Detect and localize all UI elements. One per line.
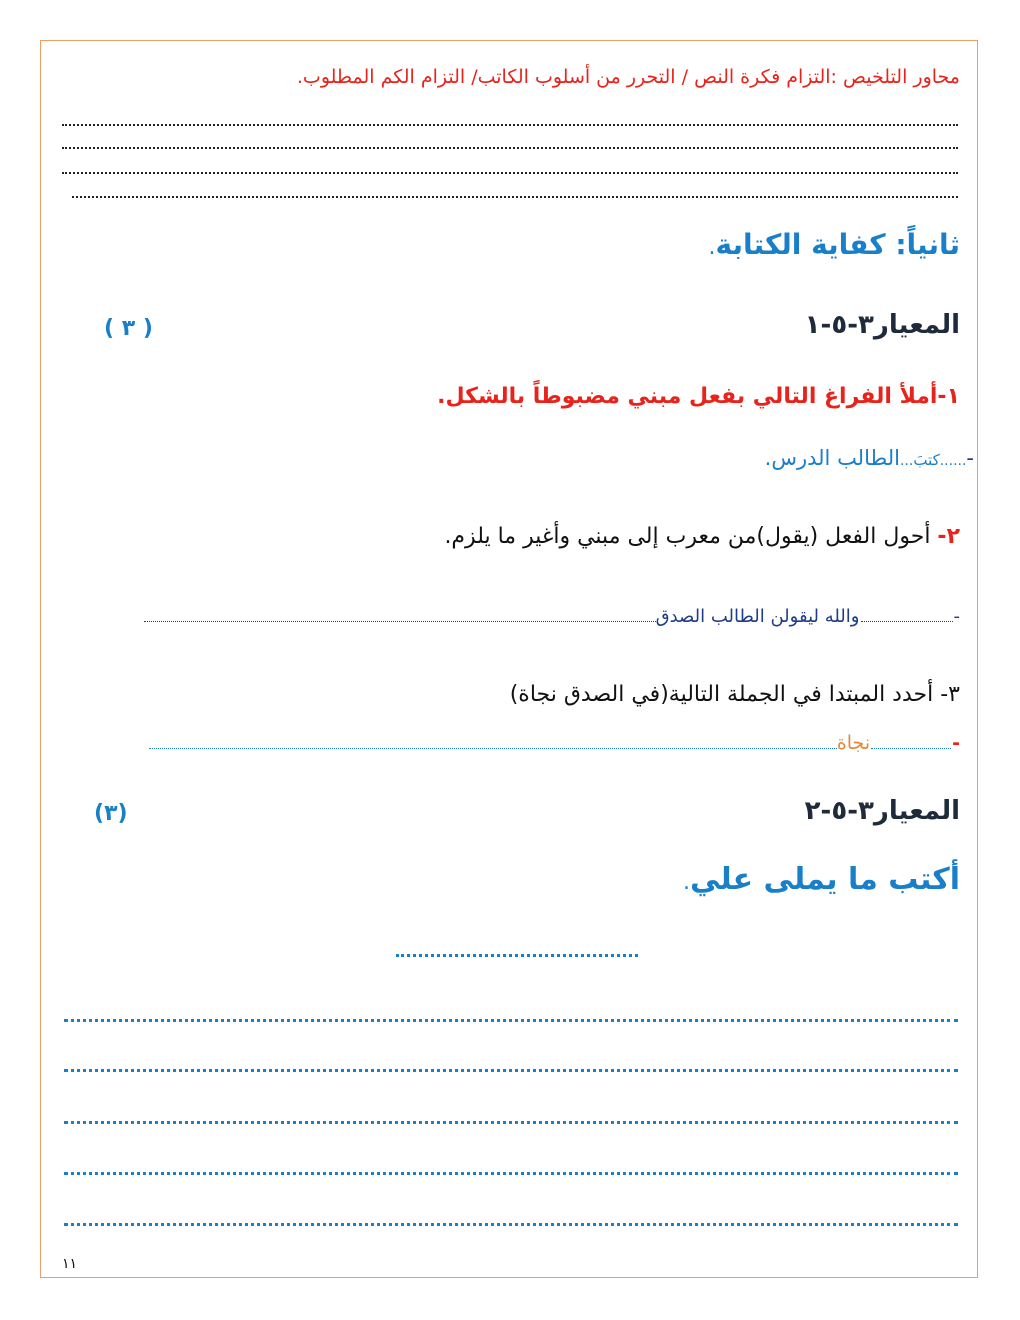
page-number: ١١: [62, 1256, 78, 1272]
q3-gap-dots: [871, 748, 951, 749]
summary-axes-line: محاور التلخيص :التزام فكرة النص / التحرر من أسلوب الكاتب/ التزام الكم المطلوب.: [296, 66, 960, 88]
section-title-text: ثانياً: كفاية الكتابة: [715, 228, 960, 261]
q2-number: ٢-: [937, 524, 960, 549]
standard-1-points: ( ٣ ): [104, 316, 153, 341]
q1-rest: الطالب الدرس: [771, 446, 900, 470]
question-3-answer-line[interactable]: [149, 732, 960, 754]
q1-end: .: [764, 446, 772, 470]
q1-lead-dots: ......: [939, 453, 967, 469]
q1-answer: كتبَ: [913, 451, 940, 469]
dictation-line[interactable]: [64, 1172, 958, 1175]
question-1-answer-line[interactable]: [765, 446, 974, 470]
dictation-title-text: أكتب ما يملى علي: [690, 862, 960, 897]
summary-answer-line[interactable]: [62, 124, 958, 126]
q2-gap-dots: [861, 621, 953, 622]
dictation-title: [683, 862, 960, 897]
dictation-title-tail: .: [683, 870, 691, 895]
q1-mid-dots: ...: [899, 453, 914, 469]
page-border: [40, 40, 978, 1278]
q2-trail-dots: [144, 621, 656, 622]
q3-answer: نجاة: [836, 732, 871, 754]
question-2-answer-line[interactable]: [144, 606, 960, 627]
dictation-line[interactable]: [64, 1069, 958, 1072]
question-2: [444, 524, 960, 549]
summary-answer-line[interactable]: [72, 196, 958, 198]
dictation-line[interactable]: [64, 1019, 958, 1022]
dictation-short-line[interactable]: [396, 954, 638, 957]
question-1: ١-أملأ الفراغ التالي بفعل مبني مضبوطاً بالشكل.: [437, 384, 960, 409]
question-3: ٣- أحدد المبتدا في الجملة التالية(في الصدق نجاة): [509, 682, 960, 707]
q1-dash: -: [966, 446, 974, 470]
summary-answer-line[interactable]: [62, 147, 958, 149]
section-title: [709, 228, 960, 261]
dictation-line[interactable]: [64, 1223, 958, 1226]
q2-text: أحول الفعل (يقول)من معرب إلى مبني وأغير ما يلزم.: [444, 524, 938, 549]
q3-dash: -: [952, 732, 960, 754]
q3-trail-dots: [149, 748, 837, 749]
q2-dash: -: [953, 606, 960, 627]
standard-1-label: المعيار٣-٥-١: [804, 310, 960, 340]
section-title-tail: .: [708, 235, 716, 260]
standard-2-label: المعيار٣-٥-٢: [804, 796, 960, 826]
q2-answer: والله ليقولن الطالب الصدق: [655, 606, 860, 627]
summary-answer-line[interactable]: [62, 172, 958, 174]
dictation-line[interactable]: [64, 1121, 958, 1124]
standard-2-points: (٣): [94, 801, 128, 826]
